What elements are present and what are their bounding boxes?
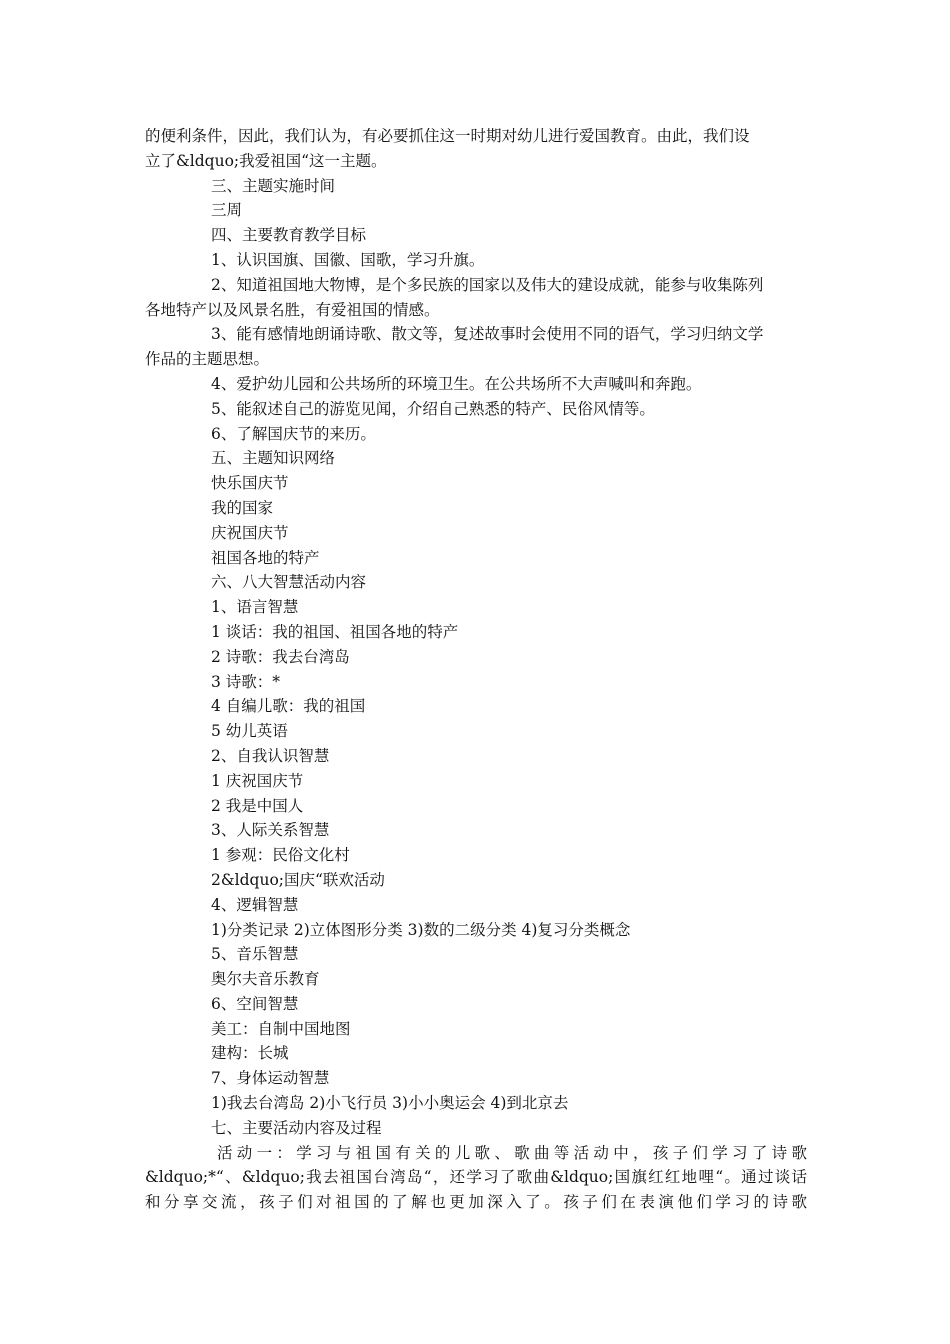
list-item: 2 我是中国人 [211, 796, 304, 815]
subsection-heading: 5、音乐智慧 [211, 945, 299, 964]
list-item: 美工：自制中国地图 [211, 1019, 351, 1038]
section-heading: 六、八大智慧活动内容 [211, 573, 367, 592]
list-item: 1 参观：民俗文化村 [211, 846, 350, 865]
paragraph-line: &ldquo;*“、&ldquo;我去祖国台湾岛“，还学习了歌曲&ldquo;国旗红红地哩“。通过谈话 [145, 1168, 807, 1187]
list-item: 我的国家 [211, 498, 274, 517]
list-item: 4、爱护幼儿园和公共场所的环境卫生。在公共场所不大声喊叫和奔跑。 [211, 374, 702, 393]
document-body [145, 124, 807, 1215]
list-item: 1)我去台湾岛 2)小飞行员 3)小小奥运会 4)到北京去 [211, 1094, 569, 1113]
list-item: 3、能有感情地朗诵诗歌、散文等，复述故事时会使用不同的语气，学习归纳文学 [211, 325, 764, 344]
list-item: 5 幼儿英语 [211, 722, 288, 741]
list-item: 1)分类记录 2)立体图形分类 3)数的二级分类 4)复习分类概念 [211, 920, 631, 939]
paragraph-line: 活动一：学习与祖国有关的儿歌、歌曲等活动中，孩子们学习了诗歌 [217, 1143, 807, 1162]
list-item: 祖国各地的特产 [211, 548, 320, 567]
paragraph-line: 和分享交流，孩子们对祖国的了解也更加深入了。孩子们在表演他们学习的诗歌 [145, 1193, 807, 1212]
text-line: 各地特产以及风景名胜，有爱祖国的情感。 [145, 300, 440, 319]
list-item: 2、知道祖国地大物博，是个多民族的国家以及伟大的建设成就，能参与收集陈列 [211, 275, 764, 294]
list-item: 2&ldquo;国庆“联欢活动 [211, 870, 385, 889]
list-item: 1 谈话：我的祖国、祖国各地的特产 [211, 622, 459, 641]
section-heading: 三、主题实施时间 [211, 176, 336, 195]
subsection-heading: 6、空间智慧 [211, 994, 299, 1013]
subsection-heading: 3、人际关系智慧 [211, 821, 330, 840]
list-item: 6、了解国庆节的来历。 [211, 424, 376, 443]
text-line: 作品的主题思想。 [145, 350, 270, 369]
section-heading: 五、主题知识网络 [211, 449, 336, 468]
subsection-heading: 1、语言智慧 [211, 598, 299, 617]
list-item: 4 自编儿歌：我的祖国 [211, 697, 366, 716]
list-item: 3 诗歌：* [211, 672, 281, 691]
list-item: 1 庆祝国庆节 [211, 771, 304, 790]
list-item: 5、能叙述自己的游览见闻，介绍自己熟悉的特产、民俗风情等。 [211, 399, 655, 418]
subsection-heading: 7、身体运动智慧 [211, 1069, 330, 1088]
subsection-heading: 2、自我认识智慧 [211, 746, 330, 765]
list-item: 2 诗歌：我去台湾岛 [211, 647, 350, 666]
text-line: 的便利条件，因此，我们认为，有必要抓住这一时期对幼儿进行爱国教育。由此，我们设 [145, 127, 750, 145]
list-item: 奥尔夫音乐教育 [211, 970, 320, 989]
list-item: 建构：长城 [211, 1044, 289, 1063]
subsection-heading: 4、逻辑智慧 [211, 895, 299, 914]
list-item: 快乐国庆节 [211, 474, 289, 493]
list-item: 庆祝国庆节 [211, 523, 289, 542]
section-heading: 七、主要活动内容及过程 [211, 1118, 382, 1137]
list-item: 1、认识国旗、国徽、国歌，学习升旗。 [211, 250, 485, 269]
text-line: 三周 [211, 201, 243, 220]
section-heading: 四、主要教育教学目标 [211, 226, 367, 245]
text-line: 立了&ldquo;我爱祖国“这一主题。 [145, 151, 387, 170]
